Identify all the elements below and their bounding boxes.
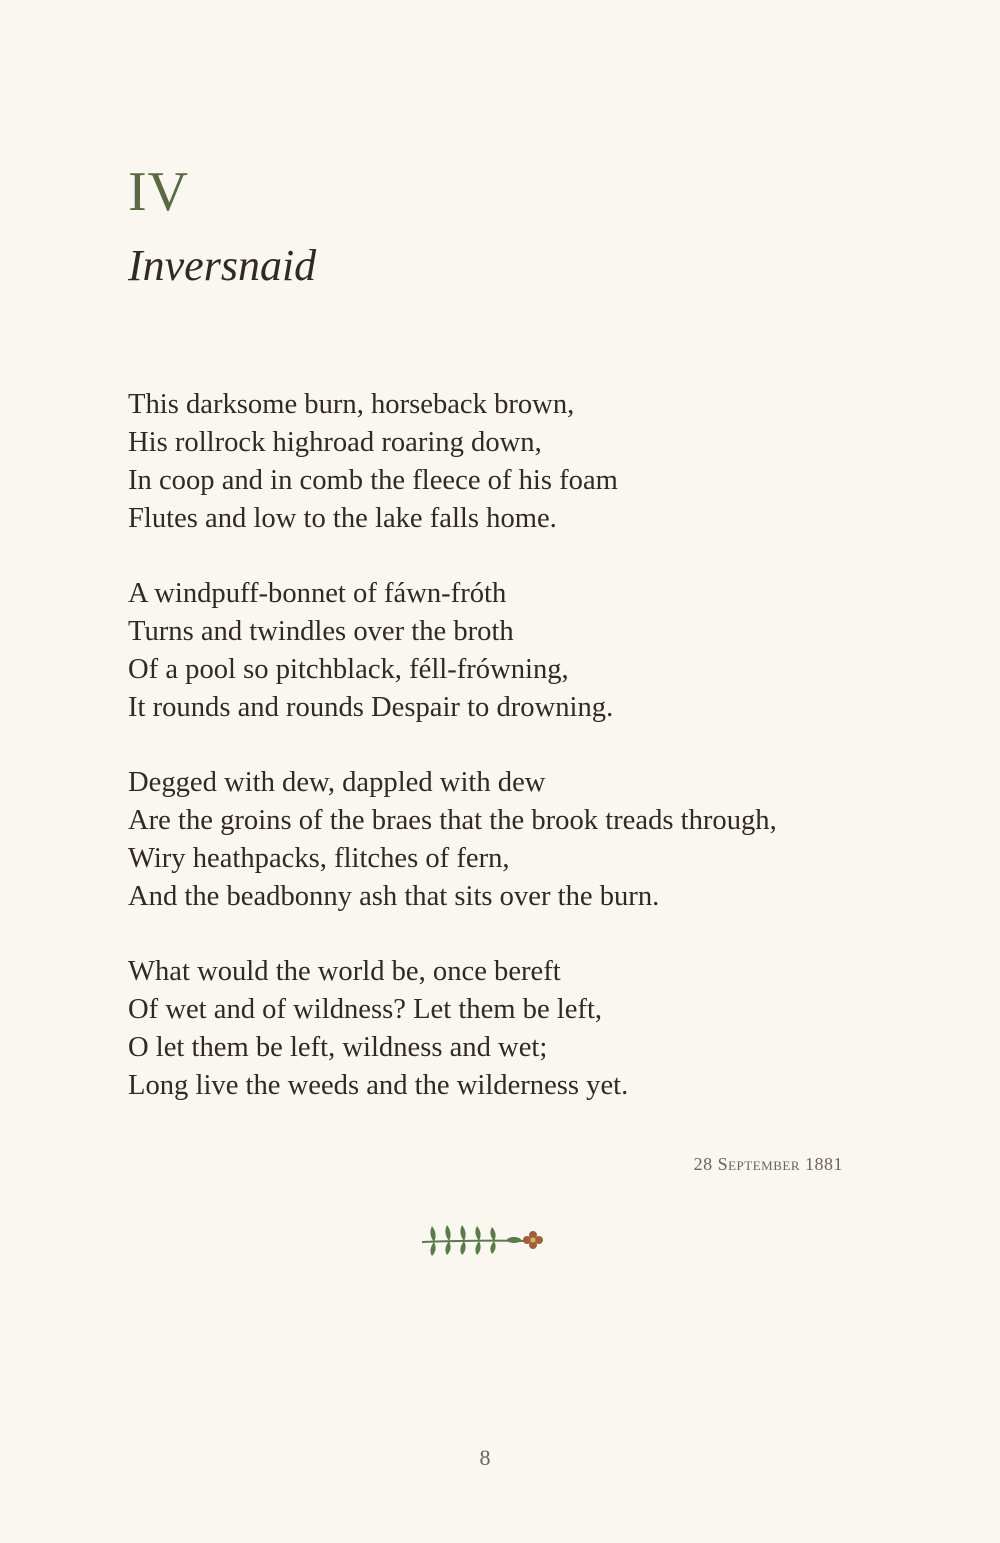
poem-line: It rounds and rounds Despair to drowning. [128,692,614,723]
poem-line: Flutes and low to the lake falls home. [128,503,557,534]
poem-line: Degged with dew, dappled with dew [128,767,546,798]
stanza [128,575,888,727]
fern-sprig-ornament-icon [418,1220,548,1260]
stanza [128,386,888,538]
poem-body [128,386,888,1142]
stanza [128,953,888,1105]
poem-line: Wiry heathpacks, flitches of fern, [128,843,510,874]
poem-line: And the beadbonny ash that sits over the burn. [128,881,660,912]
poem-line: O let them be left, wildness and wet; [128,1032,548,1063]
poem-line: Long live the weeds and the wilderness yet. [128,1070,629,1101]
poem-line: Of wet and of wildness? Let them be left, [128,994,603,1025]
poem-line: Of a pool so pitchblack, féll-frówning, [128,654,569,685]
stanza [128,764,888,916]
poem-line: His rollrock highroad roaring down, [128,427,542,458]
page-number: 8 [479,1445,491,1470]
poem-date: 28 September 1881 [693,1154,843,1174]
poem-line: What would the world be, once bereft [128,956,561,987]
poem-line: Turns and twindles over the broth [128,616,514,647]
poem-line: This darksome burn, horseback brown, [128,389,575,420]
poem-title: Inversnaid [128,241,317,290]
poem-line: Are the groins of the braes that the brook treads through, [128,805,777,836]
fern-sprig-ornament-icon [418,1220,548,1260]
poem-line: A windpuff-bonnet of fáwn-fróth [128,578,507,609]
poem-line: In coop and in comb the fleece of his foam [128,465,618,496]
section-numeral: IV [128,161,190,223]
